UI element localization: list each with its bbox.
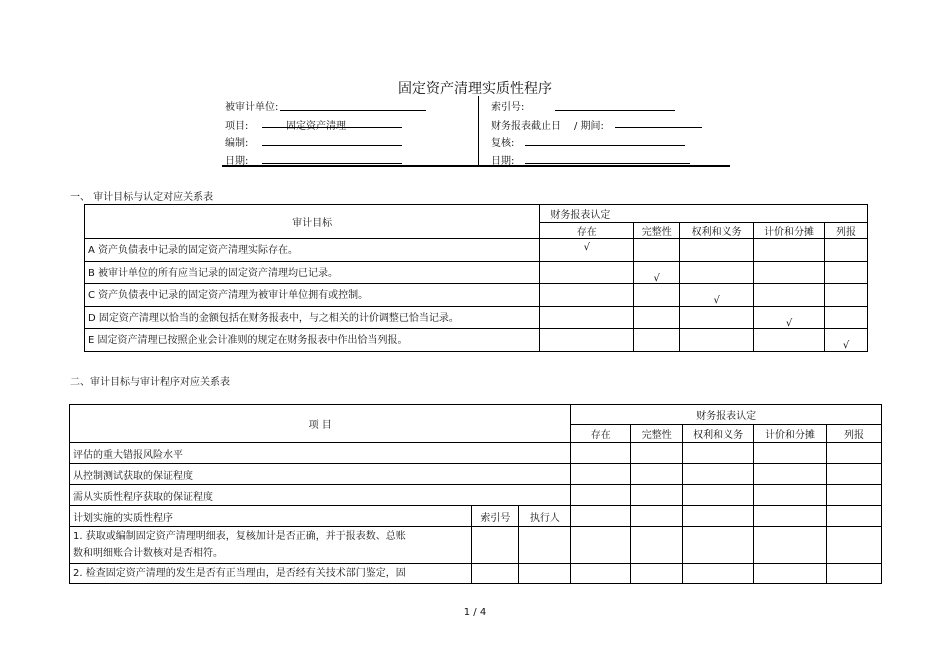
header-rule	[222, 165, 730, 167]
assertion-group-header: 财务报表认定	[540, 205, 868, 223]
assertion-cell-2[interactable]	[631, 485, 683, 506]
assertion-cell[interactable]	[825, 239, 868, 262]
executor-col-header: 执行人	[519, 506, 571, 527]
assertion-cell-2[interactable]	[826, 464, 881, 485]
row-label: 从控制测试获取的保证程度	[70, 464, 571, 485]
table-row	[70, 485, 882, 506]
page-number: 1 / 4	[463, 607, 487, 618]
objective-text: C 资产负债表中记录的固定资产清理为被审计单位拥有或控制。	[85, 284, 540, 307]
procedure-row	[70, 564, 882, 584]
assertion-cell-2[interactable]	[754, 506, 827, 527]
assertion-cell-2[interactable]	[571, 443, 631, 464]
objective-row	[85, 306, 868, 329]
assertion-header-3: 计价和分摊	[754, 223, 825, 239]
assertion-cell[interactable]	[634, 329, 680, 352]
assertion-cell[interactable]	[634, 261, 680, 284]
check-mark: √	[713, 295, 720, 307]
assertion-cell[interactable]	[540, 261, 634, 284]
assertion-cell-2[interactable]	[683, 527, 754, 564]
row-label: 评估的重大错报风险水平	[70, 443, 571, 464]
assertion-cell-2[interactable]	[631, 443, 683, 464]
assertion-cell-2[interactable]	[571, 464, 631, 485]
page-title: 固定资产清理实质性程序	[398, 81, 552, 97]
objective-row	[85, 261, 868, 284]
review-field[interactable]	[525, 145, 685, 146]
objective-text: D 固定资产清理以恰当的金额包括在财务报表中，与之相关的计价调整已恰当记录。	[85, 306, 540, 329]
objective-procedure-table	[69, 404, 882, 584]
objective-text: A 资产负债表中记录的固定资产清理实际存在。	[85, 239, 540, 262]
date-field-left[interactable]	[262, 163, 402, 164]
assertion-cell[interactable]	[634, 306, 680, 329]
assertion-cell-2[interactable]	[683, 464, 754, 485]
assertion-cell-2[interactable]	[754, 564, 827, 584]
index-field[interactable]	[555, 110, 675, 111]
table-row	[70, 443, 882, 464]
item-header: 项 目	[70, 405, 571, 443]
date-label-left: 日期:	[225, 156, 249, 167]
plan-label: 计划实施的实质性程序	[70, 506, 472, 527]
assertion-cell[interactable]	[754, 284, 825, 307]
assertion-header-1: 完整性	[634, 223, 680, 239]
assertion-cell[interactable]	[680, 306, 754, 329]
executor-cell[interactable]	[519, 564, 571, 584]
executor-cell[interactable]	[519, 527, 571, 564]
index-label: 索引号:	[491, 102, 525, 113]
objective-text: E 固定资产清理已按照企业会计准则的规定在财务报表中作出恰当列报。	[85, 329, 540, 352]
assertion-cell-2[interactable]	[631, 564, 683, 584]
assertion-cell[interactable]	[680, 239, 754, 262]
assertion-header-2-0: 存在	[571, 425, 631, 443]
assertion-cell-2[interactable]	[754, 464, 827, 485]
assertion-header-2: 权利和义务	[680, 223, 754, 239]
assertion-cell[interactable]	[825, 261, 868, 284]
assertion-cell-2[interactable]	[754, 485, 827, 506]
assertion-cell-2[interactable]	[571, 506, 631, 527]
assertion-cell[interactable]	[825, 329, 868, 352]
assertion-cell-2[interactable]	[826, 485, 881, 506]
assertion-cell[interactable]	[634, 284, 680, 307]
date-label-right: 日期:	[491, 156, 515, 167]
project-value: 固定资产清理	[286, 121, 346, 132]
assertion-cell-2[interactable]	[683, 564, 754, 584]
objective-assertion-table	[84, 204, 868, 352]
assertion-cell-2[interactable]	[631, 527, 683, 564]
assertion-cell-2[interactable]	[826, 527, 881, 564]
assertion-cell-2[interactable]	[826, 506, 881, 527]
assertion-cell-2[interactable]	[683, 443, 754, 464]
assertion-cell[interactable]	[825, 284, 868, 307]
row-label: 需从实质性程序获取的保证程度	[70, 485, 571, 506]
procedure-text	[70, 527, 472, 564]
assertion-header-2-3: 计价和分摊	[754, 425, 827, 443]
assertion-header-0: 存在	[540, 223, 634, 239]
project-label: 项目:	[225, 121, 249, 132]
check-mark: √	[842, 340, 850, 352]
assertion-cell[interactable]	[825, 306, 868, 329]
period-field[interactable]	[615, 127, 702, 128]
assertion-cell[interactable]	[540, 306, 634, 329]
check-mark: √	[653, 272, 660, 284]
section1-heading: 一、 审计目标与认定对应关系表	[70, 192, 214, 203]
assertion-cell[interactable]	[540, 239, 634, 262]
project-field[interactable]	[262, 127, 402, 128]
prepared-label: 编制:	[225, 138, 249, 149]
assertion-cell-2[interactable]	[826, 564, 881, 584]
assertion-cell[interactable]	[540, 329, 634, 352]
assertion-cell[interactable]	[754, 329, 825, 352]
assertion-cell[interactable]	[680, 284, 754, 307]
objective-header: 审计目标	[85, 205, 540, 239]
audited-unit-field[interactable]	[280, 110, 426, 111]
period-label-2: / 期间:	[574, 121, 604, 132]
assertion-group-header-2: 财务报表认定	[571, 405, 882, 425]
procedure-row	[70, 527, 882, 564]
assertion-cell-2[interactable]	[571, 485, 631, 506]
assertion-cell-2[interactable]	[571, 527, 631, 564]
period-label: 财务报表截止日	[491, 121, 561, 132]
audited-unit-label: 被审计单位:	[225, 102, 279, 113]
assertion-cell-2[interactable]	[683, 485, 754, 506]
assertion-header-2-1: 完整性	[631, 425, 683, 443]
assertion-cell-2[interactable]	[631, 506, 683, 527]
assertion-cell[interactable]	[680, 329, 754, 352]
section2-heading: 二、审计目标与审计程序对应关系表	[70, 377, 230, 388]
assertion-cell[interactable]	[754, 306, 825, 329]
review-label: 复核:	[491, 138, 515, 149]
prepared-field[interactable]	[262, 145, 402, 146]
assertion-cell[interactable]	[634, 239, 680, 262]
header-divider	[478, 96, 479, 166]
index-cell[interactable]	[472, 564, 519, 584]
assertion-cell-2[interactable]	[826, 443, 881, 464]
assertion-cell[interactable]	[680, 261, 754, 284]
procedure-line: 数和明细账合计数核对是否相符。	[73, 548, 223, 559]
table-row	[70, 464, 882, 485]
index-col-header: 索引号	[472, 506, 519, 527]
check-mark: √	[583, 242, 590, 254]
assertion-cell-2[interactable]	[631, 464, 683, 485]
assertion-cell-2[interactable]	[754, 443, 827, 464]
assertion-header-2-4: 列报	[826, 425, 881, 443]
procedure-text	[70, 564, 472, 584]
assertion-cell[interactable]	[754, 239, 825, 262]
plan-row	[70, 506, 882, 527]
assertion-cell[interactable]	[754, 261, 825, 284]
assertion-header-2-2: 权利和义务	[683, 425, 754, 443]
objective-row	[85, 329, 868, 352]
objective-row	[85, 284, 868, 307]
assertion-cell[interactable]	[540, 284, 634, 307]
procedure-line: 1. 获取或编制固定资产清理明细表，复核加计是否正确，并于报表数、总账	[73, 531, 406, 542]
procedure-line: 2. 检查固定资产清理的发生是否有正当理由，是否经有关技术部门鉴定，固	[73, 568, 406, 579]
date-field-right[interactable]	[525, 163, 690, 164]
objective-text: B 被审计单位的所有应当记录的固定资产清理均已记录。	[85, 261, 540, 284]
assertion-cell-2[interactable]	[571, 564, 631, 584]
assertion-header-4: 列报	[825, 223, 868, 239]
check-mark: √	[785, 317, 793, 329]
assertion-cell-2[interactable]	[683, 506, 754, 527]
objective-row	[85, 239, 868, 262]
index-cell[interactable]	[472, 527, 519, 564]
assertion-cell-2[interactable]	[754, 527, 827, 564]
